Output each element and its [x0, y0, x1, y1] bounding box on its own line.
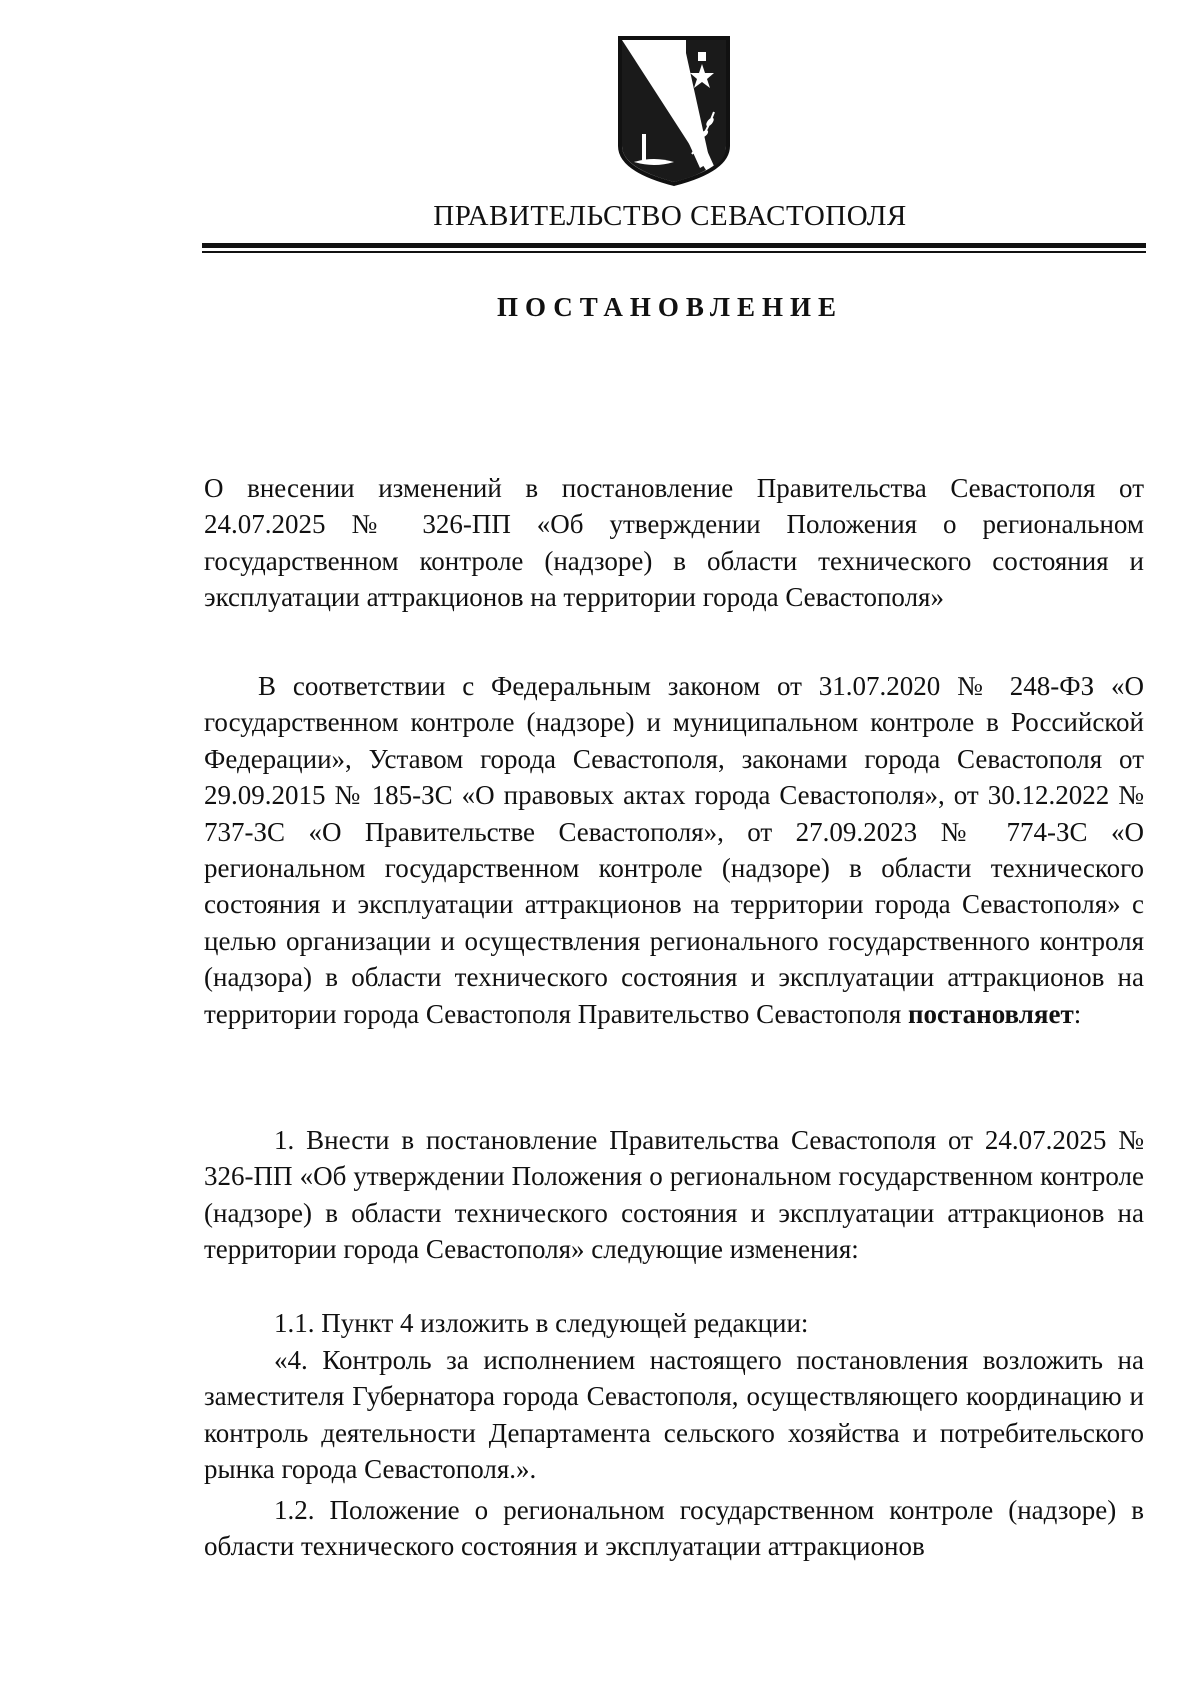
sevastopol-coat-of-arms-icon [614, 34, 734, 192]
header-rule-thick [202, 243, 1146, 248]
header-rule-thin [202, 251, 1146, 253]
decree-word: постановляет [908, 998, 1074, 1029]
decree-suffix: : [1073, 998, 1082, 1029]
item-1-2-paragraph: 1.2. Положение о региональном государственном контроле (надзоре) в области технического состояния и эксплуатации аттракционов [204, 1495, 1144, 1562]
preamble-text: В соответствии с Федеральным законом от 31.07.2020 № 248-ФЗ «О государственном контроле (надзоре) и муниципальном контроле в Российской Федерации», Уставом города Севастополя, законами города Севастополя от 29.09.2015 № 185-ЗС «О правовых актах города Севастополя», от 30.12.2022 № 737-ЗС «О Правительстве Севастополя», от 27.09.2023 № 774-ЗС «О региональном государственном контроле (надзоре) в области технического состояния и эксплуатации аттракционов на территории города Севастополя» с целью организации и осуществления регионального государственного контроля (надзора) в области технического состояния и эксплуатации аттракционов на территории города Севастополя Правительство Севастополя [204, 671, 1144, 1029]
preamble-paragraph [204, 668, 1144, 1032]
item-1-paragraph: 1. Внести в постановление Правительства Севастополя от 24.07.2025 № 326-ПП «Об утверждении Положения о региональном государственном контроле (надзоре) в области технического состояния и эксплуатации аттракционов на территории города Севастополя» следующие изменения: [204, 1125, 1144, 1265]
item-1-1-paragraph: 1.1. Пункт 4 изложить в следующей редакции: [274, 1308, 809, 1338]
document-subject: О внесении изменений в постановление Правительства Севастополя от 24.07.2025 № 326-ПП «Об утверждении Положения о региональном государственном контроле (надзоре) в области технического состояния и эксплуатации аттракционов на территории города Севастополя» [204, 473, 1144, 613]
document-type-title: ПОСТАНОВЛЕНИЕ [496, 292, 844, 322]
government-name: ПРАВИТЕЛЬСТВО СЕВАСТОПОЛЯ [433, 200, 907, 232]
item-1-1-quote-paragraph: «4. Контроль за исполнением настоящего постановления возложить на заместителя Губернатора города Севастополя, осуществляющего координацию и контроль деятельности Департамента сельского хозяйства и потребительского рынка города Севастополя.». [204, 1345, 1144, 1485]
